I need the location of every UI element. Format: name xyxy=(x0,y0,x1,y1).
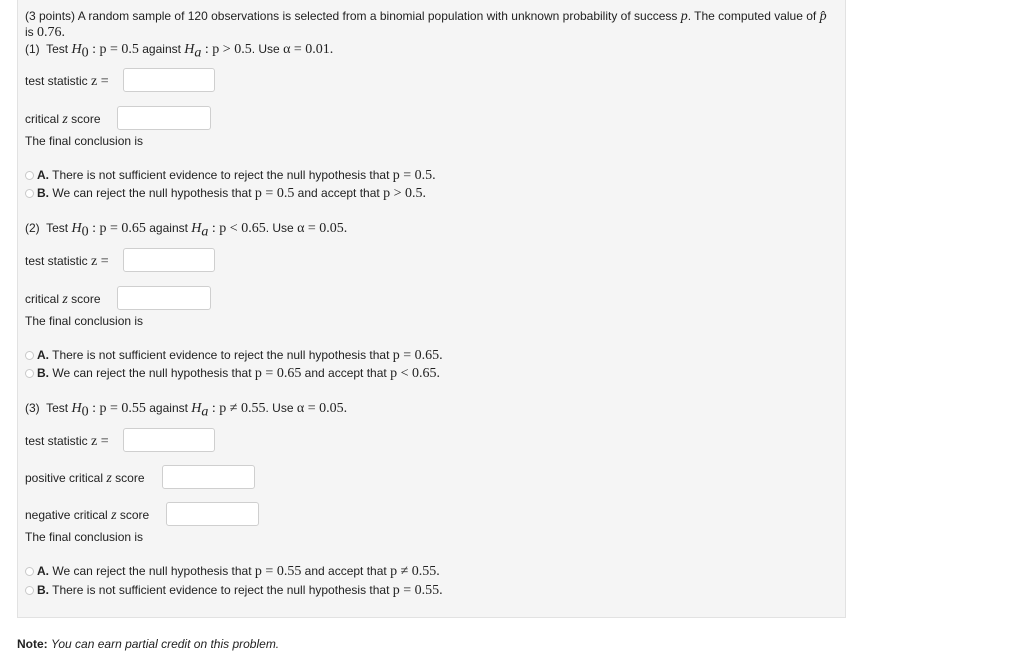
part3-conclusion-label: The final conclusion is xyxy=(25,530,144,544)
radio-button[interactable] xyxy=(25,369,34,378)
part3-negative-critical-z-input[interactable] xyxy=(166,502,259,526)
part2-option-b[interactable]: B. We can reject the null hypothesis that p = 0.65 and accept that p < 0.65. xyxy=(25,365,440,382)
radio-button[interactable] xyxy=(25,171,34,180)
part2-test-statistic-input[interactable] xyxy=(123,248,215,272)
part1-critical-z-input[interactable] xyxy=(117,106,211,130)
part1-crit-label: critical z score xyxy=(25,112,101,127)
part3-pos-crit-label: positive critical z score xyxy=(25,471,145,486)
part2-header: (2) Test $H_0$ : p = 0.65 against $H_a$ : p < 0.65. Use α = 0.05. xyxy=(25,221,348,240)
part1-option-a[interactable]: A. There is not sufficient evidence to reject the null hypothesis that p = 0.5. xyxy=(25,167,436,184)
problem-intro-cont: is 0.76. xyxy=(25,25,66,40)
part2-critical-z-input[interactable] xyxy=(117,286,211,310)
part1-header: (1) Test $H_0$ : p = 0.5 against $H_a$ : p > 0.5. Use α = 0.01. xyxy=(25,42,334,61)
radio-button[interactable] xyxy=(25,586,34,595)
part3-stat-label: test statistic z = xyxy=(25,434,109,449)
problem-intro: (3 points) A random sample of 120 observations is selected from a binomial population with unknown probability of success p. The computed value of p̂ xyxy=(25,9,827,24)
part3-option-a[interactable]: A. We can reject the null hypothesis that p = 0.55 and accept that p ≠ 0.55. xyxy=(25,563,440,580)
radio-button[interactable] xyxy=(25,351,34,360)
part3-neg-crit-label: negative critical z score xyxy=(25,508,150,523)
part3-header: (3) Test $H_0$ : p = 0.55 against $H_a$ : p ≠ 0.55. Use α = 0.05. xyxy=(25,401,348,420)
part1-conclusion-label: The final conclusion is xyxy=(25,134,144,148)
part1-stat-label: test statistic z = xyxy=(25,74,109,89)
part2-stat-label: test statistic z = xyxy=(25,254,109,269)
partial-credit-note: Note: You can earn partial credit on this problem. xyxy=(17,637,280,651)
part3-test-statistic-input[interactable] xyxy=(123,428,215,452)
part1-test-statistic-input[interactable] xyxy=(123,68,215,92)
part1-option-b[interactable]: B. We can reject the null hypothesis that p = 0.5 and accept that p > 0.5. xyxy=(25,185,426,202)
points-label: (3 points) xyxy=(25,9,76,23)
radio-button[interactable] xyxy=(25,189,34,198)
part3-positive-critical-z-input[interactable] xyxy=(162,465,255,489)
part2-conclusion-label: The final conclusion is xyxy=(25,314,144,328)
part3-option-b[interactable]: B. There is not sufficient evidence to reject the null hypothesis that p = 0.55. xyxy=(25,582,443,599)
part2-crit-label: critical z score xyxy=(25,292,101,307)
part2-option-a[interactable]: A. There is not sufficient evidence to reject the null hypothesis that p = 0.65. xyxy=(25,347,443,364)
radio-button[interactable] xyxy=(25,567,34,576)
